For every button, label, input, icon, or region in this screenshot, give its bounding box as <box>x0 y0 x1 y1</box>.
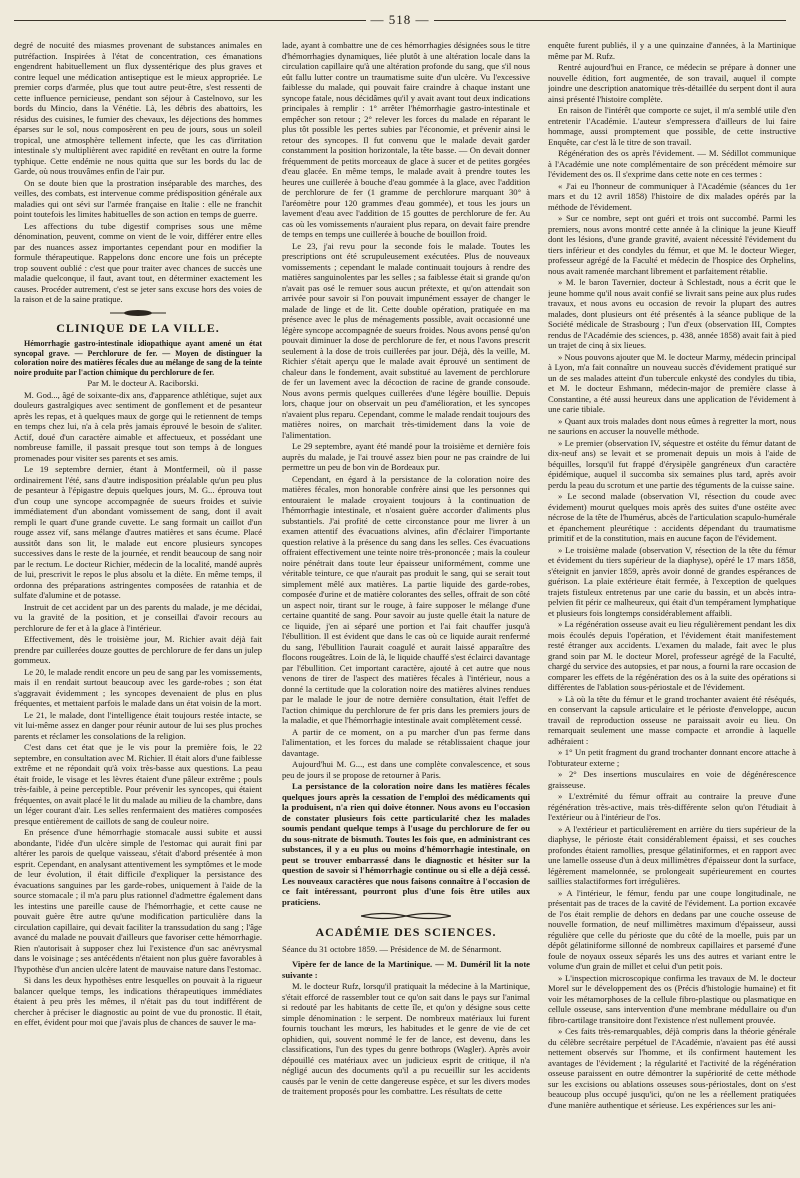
section-title: CLINIQUE DE LA VILLE. <box>56 320 220 335</box>
paragraph: « J'ai eu l'honneur de communiquer à l'Académie (séances du 1er mars et du 12 avril 1858) l'histoire de dix malades opérés par la méthode de l'évidement. <box>548 180 796 212</box>
paragraph: » A l'extérieur et particulièrement en arrière du tiers supérieur de la diaphyse, le périoste était considérablement épaissi, et ses couches profondes étaient ramollies, presque gélatiniformes, et en rapport avec une lamelle osseuse d'un à deux millimètres d'épaisseur dont la surface, légèrement mamelonnée, se prolongeait supérieurement en courtes saillies stalactiformes fort irrégulières. <box>548 823 796 886</box>
paragraph: » L'inspection microscopique confirma les travaux de M. le docteur Morel sur le développement des os (Précis d'histologie humaine) et fit voir les métamorphoses de la cellule fibro-plastique ou plasmatique en cellule osseuse, sans intervention d'une membrane médullaire ou d'un fibro-cartilage transitoire dont l'existence n'est nullement prouvée. <box>548 972 796 1025</box>
paragraph: Aujourd'hui M. G..., est dans une complète convalescence, et sous peu de jours il se propose de retourner à Paris. <box>282 759 530 780</box>
paragraph: enquête furent publiés, il y a une quinzaine d'années, à la Martinique même par M. Rufz. <box>548 40 796 61</box>
paragraph: » L'extrémité du fémur offrait au contraire la preuve d'une régénération très-active, mais très-différente selon qu'on l'étudiait à l'extérieur ou à l'intérieur de l'os. <box>548 791 796 822</box>
paragraph: Le 19 septembre dernier, étant à Montfermeil, où il passe ordinairement l'été, sans d'autre indisposition préalable qu'un peu plus de pesanteur à l'épigastre depuis quelques jours, M. G... éprouva tout d'un coup une syncope accompagnée de sueurs froides et suivie immédiatement d'un abondant vomissement de sang, dont il avait rempli le quart d'une grande cuvette. Le sang formait un caillot d'un rouge assez vif, sans mélange d'autres matières et sans écume. Placé aussitôt dans son lit, le malade eut encore plusieurs syncopes successives dans le reste de la journée, et rendit beaucoup de sang noir par le rectum. Le docteur Richier, médecin de la localité, mandé auprès de lui, prescrivit le repos le plus absolu et la diète. En même temps, il ordonna des préparations astringentes composées de ratanhia et de sulfate d'alumine et de potasse. <box>14 464 262 600</box>
paragraph: » Quant aux trois malades dont nous eûmes à regretter la mort, nous ne saurions en accuser la nouvelle méthode. <box>548 415 796 436</box>
paragraph: » Nous pouvons ajouter que M. le docteur Marmy, médecin principal à Lyon, m'a fait connaître un nouveau succès d'évidement pratiqué sur un de ses malades atteint d'un tubercule enkysté des condyles du tibia, et M. le docteur Eshmann, médecin-major de première classe à Constantine, a été aussi heureux dans une application de l'évidement à une carie tibiale. <box>548 351 796 414</box>
bold-paragraph: La persistance de la coloration noire dans les matières fécales quelques jours après la cessation de l'emploi des médicaments qui la produisent, n'a rien qui doive étonner. Nous avons eu l'occasion de constater plusieurs fois cette particularité chez les malades soumis pendant quelque temps à l'usage du perchlorure de fer ou du sous-nitrate de bismuth. Toutes les fois que, en administrant ces substances, il y a eu plus ou moins d'hémorrhagie intestinale, on peut se trouver embarrassé dans le diagnostic et hésiter sur la question de savoir si l'hémorrhagie continue ou si elle a déjà cessé. Les nouveaux caractères que nous faisons connaître à l'occasion de ce fait intéressant, pourront plus d'une fois être utiles aux praticiens. <box>282 781 530 907</box>
paragraph: Le 21, le malade, dont l'intelligence était toujours restée intacte, se vit lui-même assez en danger pour réunir autour de lui ses plus proches parents et réclamer les consolations de la religion. <box>14 709 262 741</box>
paragraph: degré de nocuité des miasmes provenant de substances animales en putréfaction. Inspirées à l'état de concentration, ces émanations engendrent habituellement un flux dyssentérique des plus graves et contre lequel une médication antiseptique est le mieux appropriée. Le premier corps d'armée, plus que tout autre peut-être, s'est ressenti de cette influence pernicieuse, pendant son séjour à Castelnovo, sur les bords du Mincio, dans la Vénétie. Là, les débris des abattoirs, les résidus des cuisines, le fumier des chevaux, les déjections des hommes éparses sur le sol, nous composèrent en peu de jours, sous un soleil tropical, une atmosphère tellement infecte, que les cas d'irritation intestinale s'y multiplièrent avec rapidité en revêtant en outre la forme typhique. Cette endémie ne nous quitta que sur les bords du lac de Garde, où nous trouvâmes enfin de l'air pur. <box>14 40 262 176</box>
paragraph: Les affections du tube digestif comprises sous une même dénomination, peuvent, comme on vient de le voir, différer entre elles par des nuances assez importantes cependant pour en modifier la formule thérapeutique. Rappelons donc encore une fois un précepte trop souvent oublié : c'est que pour traiter avec chances de succès une maladie quelconque, il faut, avant tout, en déterminer exactement les causes. Procéder autrement, c'est se jeter sans excuse hors des voies de la raison et de la saine pratique. <box>14 220 262 304</box>
paragraph: Régénération des os après l'évidement. — M. Sédillot communique à l'Académie une note complémentaire de son précédent mémoire sur l'évidement des os. Il s'exprime dans cette note en ces termes : <box>548 148 796 179</box>
paragraph: » La régénération osseuse avait eu lieu régulièrement pendant les dix mois écoulés depuis l'opération, et l'évidement était manifestement resté étranger aux accidents. L'examen du malade, fait avec le plus grand soin par M. le docteur Morel, professeur agrégé de la Faculté, chargé du service des autopsies, et par nous, a fourni la rare occasion de comparer les effets de la régénération des os à la suite des opérations si différentes de l'ablation sous-périostale et de l'évidement. <box>548 619 796 692</box>
paragraph: Effectivement, dès le troisième jour, M. Richier avait déjà fait prendre par cuillerées douze gouttes de perchlorure de fer dans un julep gommeux. <box>14 634 262 665</box>
paragraph: Cependant, en égard à la persistance de la coloration noire des matières fécales, mon honorable confrère ainsi que les personnes qui entouraient le malade croyaient toujours à la continuation de l'hémorrhagie intestinale, et n'osaient guère accorder d'aliments plus substantiels. J'ai profité de cette circonstance pour me livrer à un examen attentif des évacuations alvines, afin d'éclairer l'importante question relative à la présence du sang dans les selles. Ces évacuations offraient effectivement une teinte noire très-prononcée ; mais la couleur noire pénétrait dans toute leur épaisseur uniformément, comme une véritable teinture, ce que n'aurait pas produit le sang, qui se serait tout simplement mêlé aux matières. La partie liquide des garde-robes, composée d'urine et de matière colorantes des selles, offrait de son côté un aspect noir, tirant sur le rouge, à faire supposer le mélange d'une certaine quantité de sang. Pour savoir au juste quelle était la nature de ce liquide, j'en ai séparé une portion et l'ai fait chauffer jusqu'à l'ébullition. Il est évident que dans le cas où ce liquide aurait renfermé du sang, l'ébullition l'aurait coagulé et aurait laissé apparaître des flocons rougeâtres. Loin de là, le liquide chauffé s'est éclairci davantage par l'ébullition. Cet important caractère, ajouté à cet autre que nous venons de tirer de l'aspect des matières fécales à l'intérieur, nous a donné la certitude que la coloration noire des matières alvines rendues par le malade le jour de notre dernière consultation, était l'effet de l'action chimique du perchlorure de fer pris dans les premiers jours de la maladie, et que l'hémorrhagie intestinale avait complètement cessé. <box>282 473 530 725</box>
paragraph: M. le docteur Rufz, lorsqu'il pratiquait la médecine à la Martinique, s'était efforcé de rassembler tout ce qu'on sait dans le pays sur l'animal si redouté par les habitants de cette île, et qu'on y désigne sous cette simple dénomination : le serpent. De nombreux matériaux lui furent fournis touchant les mœurs, les habitudes et le genre de vie de cet ophidien, qui, souvent nommé le fer de lance, est devenu, dans les classifications, l'un des types du genre bothrops (Wagler). Après avoir dépouillé ces matériaux avec un judicieux esprit de critique, il n'a négligé aucun des documents qu'il a pu recueillir sur les accidents causés par le venin de cette dangereuse espèce, et sur les divers modes de traitement proposés pour les combattre. Les résultats de cette <box>282 981 530 1096</box>
paragraph: » A l'intérieur, le fémur, fendu par une coupe longitudinale, ne présentait pas de traces de la cavité de l'évidement. La portion excavée de l'os était remplie de dehors en dedans par une couche osseuse de nouvelle formation, de neuf millimètres maximum d'épaisseur, aussi régulière que celle du périoste que du côté de la moelle, puis par un dépôt gélatiniforme sillonné de nombreux capillaires et parsemé d'une foule de noyaux osseux séparés les uns des autres et variant entre le volume d'un grain de millet et celui d'un petit pois. <box>548 887 796 971</box>
paragraph: » Le premier (observation IV, séquestre et ostéite du fémur datant de dix-neuf ans) se levait et se promenait depuis un mois à l'aide de béquilles, lorsqu'il fut frappé d'érysipèle gangréneux d'un caractère épidémique, auquel il succomba six semaines plus tard, après avoir perdu la peau du scrotum et une partie des téguments de la cuisse saine. <box>548 437 796 490</box>
page-header <box>0 6 800 32</box>
paragraph: Vipère fer de lance de la Martinique. — M. Duméril lit la note suivante : <box>282 959 530 980</box>
article-summary: Hémorrhagie gastro-intestinale idiopathique ayant amené un état syncopal grave. — Perchlorure de fer. — Moyen de distinguer la coloration noire des matières fécales due au mélange de sang de la teinte noire produite par l'action chimique du perchlorure de fer. <box>14 339 262 377</box>
ornament-divider <box>110 309 166 317</box>
paragraph: En raison de l'intérêt que comporte ce sujet, il m'a semblé utile d'en entretenir l'Académie. L'auteur s'empressera d'ailleurs de lui faire hommage, aussi promptement que possible, de cette instructive Enquête, car c'est là le titre de son travail. <box>548 105 796 147</box>
column-3 <box>548 40 796 1170</box>
paragraph: On se doute bien que la prostration inséparable des marches, des veilles, des combats, est intervenue comme prédisposition générale aux maladies qui ont sévi sur l'armée française en Italie : elle ne franchit point toutefois les limites habituelles de son action en temps de guerre. <box>14 177 262 219</box>
paragraph: » Le second malade (observation VI, résection du coude avec évidement) mourut quelques mois après des suites d'une ostéite avec nécrose de la tête de l'humérus, abcès de l'articulation scapulo-humérale et épanchement pleurétique : accidents dépendant du traumatisme primitif et de la constitution, mais en aucune façon de l'évidement. <box>548 491 796 543</box>
paragraph: » Ces faits très-remarquables, déjà compris dans la théorie générale du célèbre secrétaire perpétuel de l'Académie, n'avaient pas été aussi nettement observés sur l'homme, et ils confirment hautement les avantages de l'évidement ; la régularité et l'activité de la régénération osseuse paraissent en outre démontrer la supériorité de cette méthode sur les excisions ou ablations osseuses sous-périostales, dont on s'est beaucoup plus occupé jusqu'ici, qu'on ne les a réellement pratiquées d'une manière authentique et sérieuse. Les expériences sur les ani- <box>548 1026 796 1110</box>
paragraph: » 1° Un petit fragment du grand trochanter donnant encore attache à l'obturateur externe ; <box>548 747 796 768</box>
paragraph: Le 20, le malade rendit encore un peu de sang par les vomissements, mais il en rendait surtout beaucoup avec les garde-robes ; son état s'aggravait évidemment ; les syncopes devenaient de plus en plus fréquentes, et mettaient parfois le malade dans un état voisin de la mort. <box>14 666 262 708</box>
paragraph: C'est dans cet état que je le vis pour la première fois, le 22 septembre, en consultation avec M. Richier. Il était alors d'une faiblesse extrême et ne répondait qu'à voix très-basse aux questions. La peau était froide, le visage et les lèvres étaient d'une pâleur extrême ; pouls très-faible, à peine perceptible. Pour prévenir les syncopes, qui étaient fréquentes, on avait placé le lit du malade au milieu de la chambre, dans un léger courant d'air. Les selles renfermaient des matières composées presque entièrement de caillots de sang de couleur noire. <box>14 742 262 826</box>
paragraph: Instruit de cet accident par un des parents du malade, je me décidai, vu la gravité de la position, et je conseillai d'avoir recours au perchlorure de fer et à la glace à l'intérieur. <box>14 601 262 633</box>
paragraph: Rentré aujourd'hui en France, ce médecin se prépare à donner une nouvelle édition, fort augmentée, de son travail, auquel il compte joindre une description anatomique très-détaillée du serpent dont il aura ainsi présenté l'histoire complète. <box>548 62 796 104</box>
paragraph: M. God..., âgé de soixante-dix ans, d'apparence athlétique, sujet aux douleurs gastralgiques avec sentiment de gonflement et de pesanteur après les repas, et à quelques maux de gorge qui le retiennent de temps en temps chez lui, n'a à cela près jamais éprouvé le besoin de s'aliter. Actif, doué d'un caractère aimable et affectueux, et possédant une nombreuse famille, il passait presque tout son temps à de longues promenades pour visiter ses parents et ses amis. <box>14 389 262 463</box>
column-2 <box>282 40 530 1170</box>
paragraph: lade, ayant à combattre une de ces hémorrhagies désignées sous le titre d'hémorrhagies dynamiques, liée plutôt à une altération locale dans la circulation capillaire qu'à une altération profonde du sang, que s'il nous eût fallu lutter contre un traumatisme suite d'un ulcère. Vu l'excessive faiblesse du malade, qui pouvait faire craindre à chaque instant une syncope fatale, nous décidâmes qu'il y avait avant tout deux indications principales à remplir : 1° arrêter l'hémorrhagie gastro-intestinale et empêcher son retour ; 2° relever les forces du malade en réparant le plus tôt possible les pertes subies par l'économie, et prévenir ainsi le retour des syncopes. Il fut convenu que le malade devait garder constamment la position horizontale, la tête basse. — On devait donner fréquemment de petits morceaux de glace à sucer et de petites gorgées d'eau glacée. En même temps, le malade avait à prendre toutes les heures une cuillerée à bouche d'eau gommée à la glace, avec l'addition de perchlorure de fer (1 gramme de perchlorure marquant 30° à l'aréomètre pour 120 grammes d'eau gommée), et tous les jours un lavement d'eau avec l'addition de 15 gouttes de perchlorure de fer. Au cas où les vomissements n'auraient plus repara, on devait faire prendre de temps en temps une cuillerée à bouche de bouillon froid. <box>282 40 530 239</box>
paragraph: » 2° Des insertions musculaires en voie de dégénérescence graisseuse. <box>548 769 796 790</box>
session-line: Séance du 31 octobre 1859. — Présidence de M. de Sénarmont. <box>282 943 502 954</box>
paragraph: Le 23, j'ai revu pour la seconde fois le malade. Toutes les prescriptions ont été scrupuleusement exécutées. Plus de nouveaux vomissements ; cependant le malade continuait toujours à rendre des matières sanguinolentes par les selles ; sa faiblesse était si grande qu'on n'avait pas osé le remuer sous aucun prétexte, et qu'on attendait son arrivée pour savoir si l'on pouvait impunément essayer de changer le malade de linge et de lit. Cette double opération, pratiquée en ma présence avec le plus de ménagements possible, avait occasionné une légère syncope accompagnée de sueurs froides. Nous avons pensé qu'on pouvait diminuer la dose de perchlorure de fer, et nous l'avons prescrit seulement à la dose de trois cuillerées par jour. Déjà, dès la veille, M. Richier s'était aperçu que le malade avait éprouvé un sentiment de chaleur dans le fondement, avait substitué au lavement de perchlorure de fer un lavement avec la décoction de racine de grande consoude. Nous avons permis quelques cuillerées d'une légère bouillie. Depuis lors, chaque jour on observait un peu d'amélioration, et les syncopes n'avaient plus reparu. Cependant, comme le malade rendait toujours des matières noires, on marchait très-timidement dans la voie de l'alimentation. <box>282 240 530 440</box>
ornament-divider <box>361 911 451 921</box>
header-rule-left <box>14 20 366 21</box>
section-title: ACADÉMIE DES SCIENCES. <box>315 925 497 939</box>
article-author: Par M. le docteur A. Raciborski. <box>87 378 199 388</box>
column-1 <box>14 40 262 1170</box>
paragraph: » Le troisième malade (observation V, résection de la tête du fémur et évidement du tiers supérieur de la diaphyse), opéré le 17 mars 1858, s'éteignit en janvier 1859, après avoir donné de grandes espérances de guérison. La plaie extérieure était fermée, à l'exception de quelques trajets fistuleux entretenus par une carie du bassin, et un abcès intra-pelvien fit périr ce malheureux, qui était d'un tempérament lymphatique et plusieurs fois longtemps considérablement affaibli. <box>548 544 796 618</box>
paragraph: » M. le baron Tavernier, docteur à Schlestadt, nous a écrit que le jeune homme qu'il nous avait confié se livrait sans peine aux plus rudes travaux, et nous avons eu occasion de revoir la plupart des autres malades, dont plusieurs ont été présentés à la séance publique de la Société médicale de Strasbourg ; l'un d'eux (observation III, Comptes rendus de l'Académie des sciences, p. 438, année 1858) avait fait à pied un trajet de cinq à six lieues. <box>548 277 796 350</box>
paragraph: A partir de ce moment, on a pu marcher d'un pas ferme dans l'alimentation, et les forces du malade se rétablissaient chaque jour davantage. <box>282 726 530 758</box>
paragraph: » Sur ce nombre, sept ont guéri et trois ont succombé. Parmi les premiers, nous avons montré cette année à la clinique la jeune Kieuff dont les lésions, d'une grande gravité, avaient nécessité l'évidement du tiers inférieur et des condyles du fémur, et que M. le docteur Wieger, professeur agrégé de la Faculté et médecin de l'hospice des Orphelins, nous avait ramenée marchant librement et parfaitement rétablie. <box>548 213 796 276</box>
paragraph: » Là où la tête du fémur et le grand trochanter avaient été réséqués, en conservant la capsule articulaire et le périoste d'enveloppe, aucun travail de reproduction osseuse ne paraissait avoir eu lieu. On remarquait seulement une masse compacte et arrondie à laquelle adhéraient : <box>548 693 796 746</box>
paragraph: Si dans les deux hypothèses entre lesquelles on pouvait à la rigueur balancer quelque temps, les indications thérapeutiques immédiates étaient à peu près les mêmes, il n'était pas du tout indifférent de chercher à préciser le diagnostic au point de vue du pronostic. Il était, en effet, évident pour moi que j'avais plus de chances de sauver le ma- <box>14 975 262 1027</box>
paragraph: Le 29 septembre, ayant été mandé pour la troisième et dernière fois auprès du malade, je l'ai trouvé assez bien pour ne pas craindre de lui permettre un peu de bon vin de Bordeaux pur. <box>282 441 530 472</box>
header-rule-right <box>434 20 786 21</box>
page-number: — 518 — <box>370 12 430 27</box>
paragraph: En présence d'une hémorrhagie stomacale aussi subite et aussi abondante, l'idée d'un ulcère simple de l'estomac qui aurait fini par altérer les parois de quelque vaisseau, s'était d'abord présentée à mon esprit. Cependant, en analysant attentivement les symptômes et le mode de leur évolution, il était difficile d'expliquer la persistance des évacuations sanguines par les garde-robes, uniquement à l'aide de la source stomacale ; il m'a paru plus rationnel d'admettre également dans les intestins une pareille cause de l'hémorrhagie, et cette cause ne pouvait guère être autre qu'une modification particulière dans la circulation capillaire, qui devait faciliter la transsudation du sang ; l'âge avancé du malade ne pouvait d'ailleurs que favoriser cette hémorrhagie. Rien n'autorisait à supposer chez lui l'existence d'un sac anévrysmal dans le voisinage ; ses antécédents n'étaient non plus guère favorables à l'hypothèse d'un ancien ulcère latent de mauvaise nature dans l'estomac. <box>14 827 262 974</box>
